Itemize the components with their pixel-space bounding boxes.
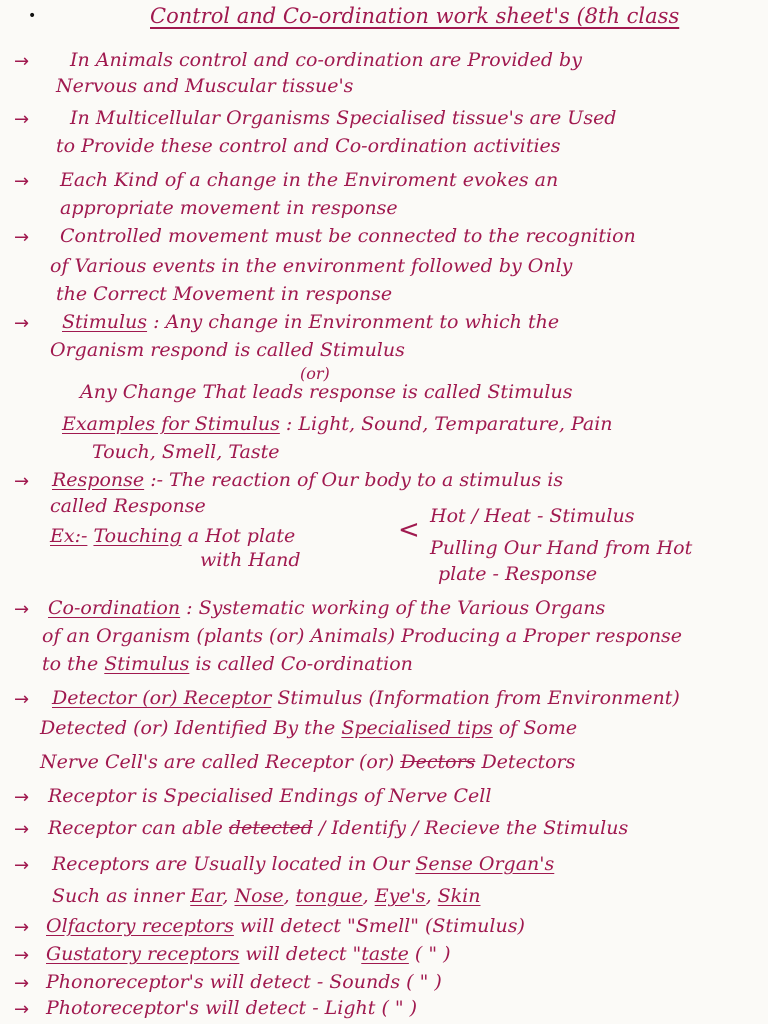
specialised-tips-term: Specialised tips: [341, 717, 493, 739]
struck-detected: detected: [228, 817, 313, 839]
page-title: Control and Co-ordination work sheet's (8th class: [150, 4, 680, 28]
gustatory-ditto: ( " ): [414, 943, 451, 965]
line-animals-control: In Animals control and co-ordination are Provided by: [70, 49, 582, 71]
line-sense-organs-list: Such as inner Ear, Nose, tongue, Eye's, Skin: [52, 885, 481, 907]
line-correct-movement: the Correct Movement in response: [56, 283, 393, 305]
line-receptors-located: [52, 852, 554, 876]
organ-nose: Nose: [234, 885, 284, 907]
olfactory-term: Olfactory receptors: [46, 915, 234, 937]
arrow-bullet-icon: →: [14, 51, 30, 72]
detectors-word: Detectors: [481, 751, 576, 773]
organ-tongue: tongue: [295, 885, 363, 907]
line-detected-identified: [40, 716, 577, 740]
line-various-events: of Various events in the environment followed by Only: [50, 255, 573, 277]
phonoreceptor-text: Phonoreceptor's will detect - Sounds (: [46, 971, 414, 993]
line-gustatory: [46, 942, 451, 966]
struck-word: Dectors: [400, 751, 476, 773]
line-pulling-hand: Pulling Our Hand from Hot: [430, 537, 693, 559]
line-called-coordination: [42, 652, 413, 676]
arrow-bullet-icon: →: [14, 945, 30, 966]
arrow-bullet-icon: →: [14, 787, 30, 808]
example-hot-plate: a Hot plate: [187, 525, 296, 547]
line-coordination-definition: [48, 596, 605, 620]
arrow-bullet-icon: →: [14, 313, 30, 334]
line-nervous-tissues: Nervous and Muscular tissue's: [56, 75, 354, 97]
term-response: Response: [52, 469, 145, 491]
examples-label: Examples for Stimulus: [62, 413, 280, 435]
line-examples-more: Touch, Smell, Taste: [92, 441, 280, 463]
line-olfactory: [46, 914, 525, 938]
line-stimulus-definition: [62, 310, 559, 334]
nerve-cells-text: Nerve Cell's are called Receptor (or): [40, 751, 395, 773]
response-definition-text: :- The reaction of Our body to a stimulus is: [150, 469, 564, 491]
detected-post-text: of Some: [498, 717, 578, 739]
line-example-touching: [50, 524, 295, 548]
line-nerve-cells-receptor: [40, 750, 575, 774]
arrow-bullet-icon: →: [14, 855, 30, 876]
arrow-bullet-icon: →: [14, 171, 30, 192]
examples-list: : Light, Sound, Temparature, Pain: [285, 413, 613, 435]
corner-mark: •: [28, 8, 37, 24]
receptors-located-text: Receptors are Usually located in Our: [52, 853, 410, 875]
detector-stimulus-text: Stimulus (Information from Environment): [277, 687, 680, 709]
gustatory-term: Gustatory receptors: [46, 943, 240, 965]
example-touching: Touching: [93, 525, 182, 547]
receptor-can-text: Receptor can able: [48, 817, 223, 839]
term-detector-receptor: Detector (or) Receptor: [52, 687, 272, 709]
such-as-text: Such as inner: [52, 885, 185, 907]
line-response-definition: [52, 468, 563, 492]
arrow-bullet-icon: →: [14, 689, 30, 710]
line-plate-response: plate - Response: [438, 563, 598, 585]
sense-organs-term: Sense Organ's: [415, 853, 555, 875]
line-provide-activities: to Provide these control and Co-ordination activities: [56, 135, 561, 157]
arrow-bullet-icon: →: [14, 599, 30, 620]
term-stimulus: Stimulus: [62, 311, 148, 333]
coord-pre-text: to the: [42, 653, 99, 675]
identify-recieve-text: / Identify / Recieve the Stimulus: [318, 817, 629, 839]
arrow-bullet-icon: →: [14, 471, 30, 492]
coord-stimulus-term: Stimulus: [104, 653, 190, 675]
line-each-change: Each Kind of a change in the Enviroment evokes an: [60, 169, 559, 191]
term-coordination: Co-ordination: [48, 597, 181, 619]
line-any-change: Any Change That leads response is called Stimulus: [80, 381, 573, 403]
phonoreceptor-ditto: " ): [419, 971, 442, 993]
arrow-bullet-icon: →: [14, 917, 30, 938]
line-multicellular: In Multicellular Organisms Specialised tissue's are Used: [70, 107, 617, 129]
arrow-bullet-icon: →: [14, 109, 30, 130]
line-receptor-endings: Receptor is Specialised Endings of Nerve Cell: [48, 785, 492, 807]
line-called-response: called Response: [50, 495, 206, 517]
detected-pre-text: Detected (or) Identified By the: [40, 717, 336, 739]
line-organism-respond: Organism respond is called Stimulus: [50, 339, 405, 361]
brace-icon: <: [398, 515, 420, 545]
organ-skin: Skin: [437, 885, 481, 907]
organ-ear: Ear: [190, 885, 223, 907]
arrow-bullet-icon: →: [14, 999, 30, 1020]
stimulus-definition-text: : Any change in Environment to which the: [153, 311, 560, 333]
line-photoreceptors: [46, 996, 417, 1020]
arrow-bullet-icon: →: [14, 973, 30, 994]
arrow-bullet-icon: →: [14, 819, 30, 840]
gustatory-text: will detect ": [245, 943, 362, 965]
line-detector-receptor: [52, 686, 680, 710]
coord-post-text: is called Co-ordination: [195, 653, 413, 675]
or-label: (or): [300, 364, 330, 383]
line-receptor-detect: [48, 816, 628, 840]
line-controlled-movement: Controlled movement must be connected to the recognition: [60, 225, 636, 247]
olfactory-text: will detect "Smell" (Stimulus): [239, 915, 525, 937]
organ-eyes: Eye's: [374, 885, 426, 907]
coordination-definition-text: : Systematic working of the Various Organs: [186, 597, 606, 619]
example-label: Ex:-: [50, 525, 88, 547]
photoreceptor-text: Photoreceptor's will detect - Light (: [46, 997, 389, 1019]
photoreceptor-ditto: " ): [394, 997, 418, 1019]
taste-term: taste: [361, 943, 409, 965]
line-hot-heat: Hot / Heat - Stimulus: [430, 505, 635, 527]
line-organism-plants: of an Organism (plants (or) Animals) Producing a Proper response: [42, 625, 683, 647]
line-with-hand: with Hand: [200, 549, 301, 571]
line-appropriate-movement: appropriate movement in response: [60, 197, 398, 219]
line-phonoreceptors: [46, 970, 442, 994]
arrow-bullet-icon: →: [14, 227, 30, 248]
line-examples-stimulus: [62, 412, 613, 436]
